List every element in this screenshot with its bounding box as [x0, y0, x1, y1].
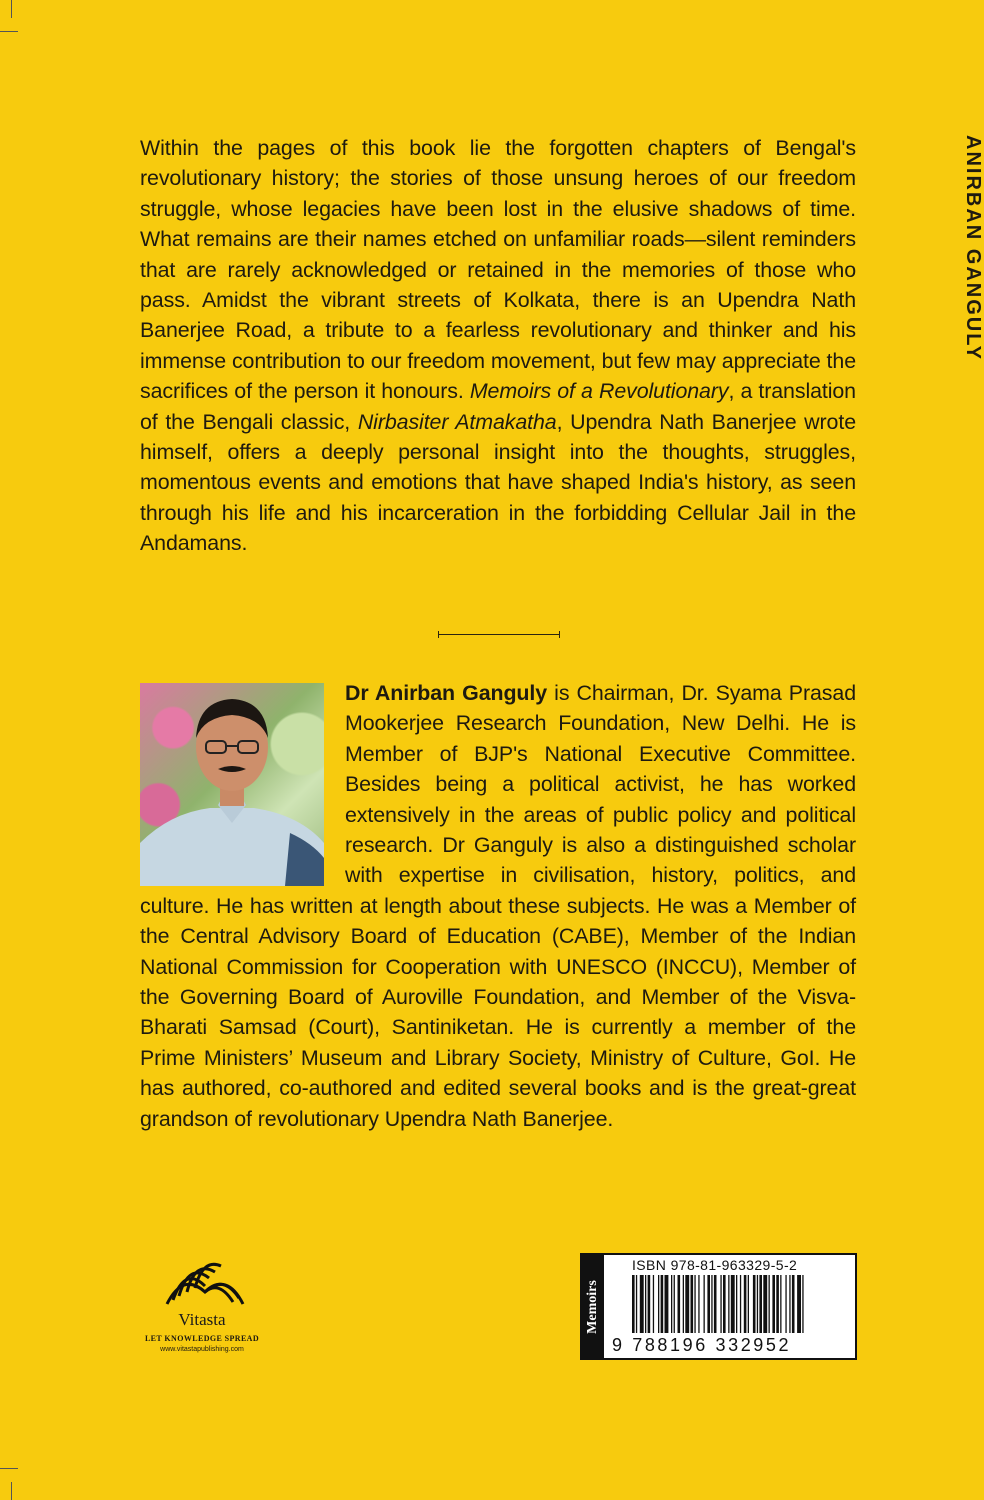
barcode-bar: [731, 1275, 735, 1333]
original-title-italic: Nirbasiter Atmakatha: [357, 409, 557, 434]
barcode-bar: [736, 1275, 737, 1333]
barcode-bar: [645, 1275, 646, 1333]
barcode-bar: [789, 1275, 790, 1333]
blurb-text-3: , Upendra Nath Banerjee wrote himself, offers a deeply personal insight into the thoughts, struggles, momentous events and emotions that have shaped India's history, as seen through his life and his incarceration in the forbidding Cellular Jail in the Andamans.: [140, 409, 856, 556]
barcode-bar: [694, 1275, 695, 1333]
barcode-bar: [704, 1275, 705, 1333]
ean-number: 9 788196 332952: [612, 1335, 792, 1355]
barcode-bar: [797, 1275, 801, 1333]
genre-label: [582, 1255, 604, 1358]
book-fan-icon: [143, 1252, 267, 1312]
barcode-bar: [785, 1275, 786, 1333]
barcode-bar: [744, 1275, 747, 1333]
publisher-name: Vitasta: [178, 1310, 226, 1329]
barcode-bar: [780, 1275, 781, 1333]
genre-text: Memoirs: [585, 1279, 600, 1334]
barcode-bar: [772, 1275, 775, 1333]
barcode-bar: [792, 1275, 795, 1333]
author-name: Dr Anirban Ganguly: [345, 681, 548, 705]
barcode-bar: [753, 1275, 756, 1333]
barcode-bar: [728, 1275, 729, 1333]
barcode-bar: [648, 1275, 651, 1333]
barcode-bar: [636, 1275, 637, 1333]
barcode-bar: [661, 1275, 664, 1333]
spine-text: ANIRBAN GANGULY: [962, 135, 984, 361]
barcode-bar: [653, 1275, 654, 1333]
spine-title: [962, 135, 984, 555]
barcode-bar: [769, 1275, 770, 1333]
barcode-bar: [776, 1275, 779, 1333]
barcode-bar: [711, 1275, 712, 1333]
publisher-url: www.vitastapublishing.com: [160, 1346, 244, 1353]
barcode-bar: [685, 1275, 689, 1333]
barcode-bar: [678, 1275, 681, 1333]
barcode-bar: [640, 1275, 644, 1333]
barcode-bar: [683, 1275, 684, 1333]
barcode-bar: [723, 1275, 726, 1333]
crop-mark: [11, 1482, 12, 1500]
barcode-bar: [698, 1275, 699, 1333]
barcode-bar: [720, 1275, 721, 1333]
barcode-bar: [714, 1275, 717, 1333]
publisher-logo: [140, 1252, 270, 1362]
barcode-box: [580, 1253, 857, 1360]
barcode-bar: [757, 1275, 758, 1333]
crop-mark: [11, 0, 12, 18]
barcode-bar: [674, 1275, 675, 1333]
book-title-italic: Memoirs of a Revolutionary: [469, 379, 729, 404]
author-bio: [140, 678, 856, 1134]
section-divider: [438, 634, 560, 635]
barcode-bar: [802, 1275, 803, 1333]
crop-mark: [0, 1468, 18, 1469]
barcode-bar: [691, 1275, 694, 1333]
barcode-bar: [671, 1275, 672, 1333]
book-blurb: [140, 133, 856, 559]
barcode-bars: [632, 1275, 846, 1333]
author-bio-text: is Chairman, Dr. Syama Prasad Mookerjee Research Foundation, New Delhi. He is Member of BJP's National Executive Committee. Besides being a political activist, he has worked extensively in the areas of public policy and political research. Dr Ganguly is also a distinguished scholar with expertise in civilisation, history, politics, and culture. He has written at length about these subjects. He was a Member of the Central Advisory Board of Education (CABE), Member of the Indian National Commission for Cooperation with UNESCO (INCCU), Member of the Governing Board of Auroville Foundation, and Member of the Visva-Bharati Samsad (Court), Santiniketan. He is currently a member of the Prime Ministers’ Museum and Library Society, Ministry of Culture, GoI. He has authored, co-authored and edited several books and is the great-great grandson of revolutionary Upendra Nath Banerjee.: [140, 681, 856, 1131]
barcode-bar: [632, 1275, 635, 1333]
barcode-bar: [665, 1275, 669, 1333]
blurb-text-2: , a translation of the Bengali classic,: [140, 379, 856, 434]
crop-mark: [0, 31, 18, 32]
publisher-tagline: LET KNOWLEDGE SPREAD: [144, 1334, 260, 1343]
blurb-text-1: Within the pages of this book lie the forgotten chapters of Bengal's revolutionary history; the stories of those unsung heroes of our freedom struggle, whose legacies have been lost in the elusive shadows of time. What remains are their names etched on unfamiliar roads—silent reminders that are rarely acknowledged or retained in the memories of those who pass. Amidst the vibrant streets of Kolkata, there is an Upendra Nath Banerjee Road, a tribute to a fearless revolutionary and thinker and his immense contribution to our freedom movement, but few may appreciate the sacrifices of the person it honours.: [140, 136, 856, 404]
isbn-text: ISBN 978-81-963329-5-2: [632, 1257, 798, 1273]
barcode-bar: [658, 1275, 659, 1333]
barcode-bar: [748, 1275, 749, 1333]
barcode-bar: [759, 1275, 762, 1333]
barcode-bar: [740, 1275, 741, 1333]
barcode-bar: [763, 1275, 767, 1333]
barcode-bar: [707, 1275, 710, 1333]
